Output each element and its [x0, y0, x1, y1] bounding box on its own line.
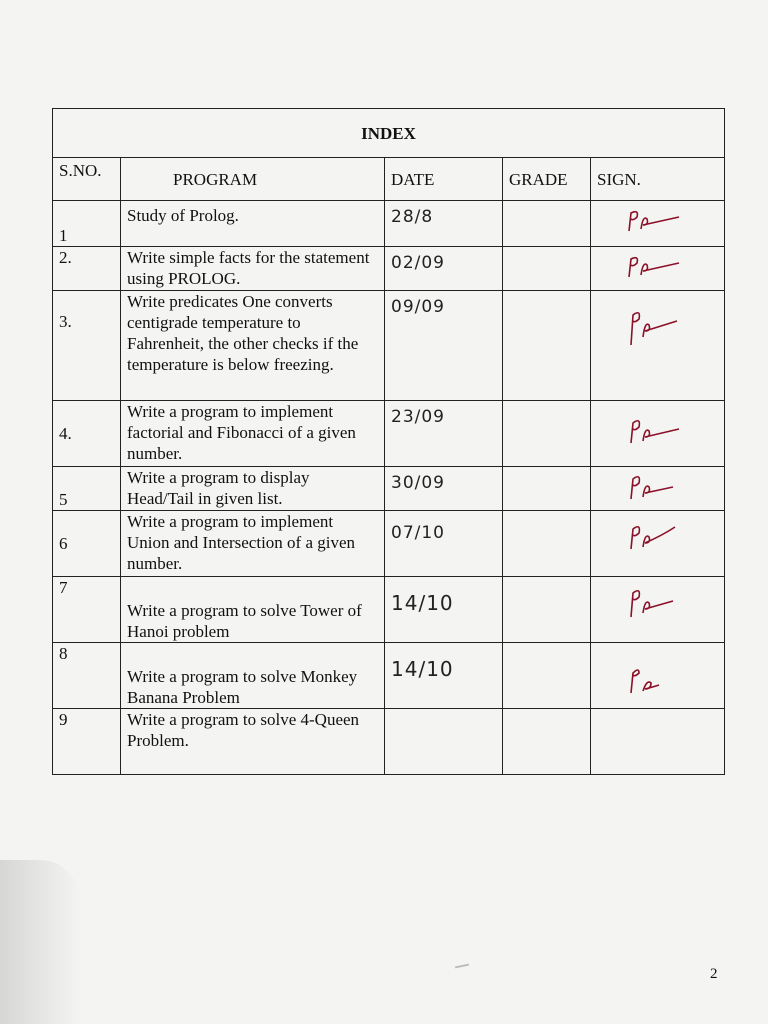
table-row — [53, 247, 725, 291]
row-sno: 7 — [53, 577, 121, 643]
row-signature — [591, 643, 725, 709]
table-row — [53, 201, 725, 247]
row-date: 07/10 — [385, 511, 503, 577]
row-program: Write a program to implement Union and Intersection of a given number. — [121, 511, 385, 577]
row-sno: 3. — [53, 291, 121, 401]
pen-mark — [455, 964, 469, 969]
row-program: Write a program to implement factorial and Fibonacci of a given number. — [121, 401, 385, 467]
signature-icon — [623, 207, 681, 233]
row-grade — [503, 511, 591, 577]
table-row — [53, 401, 725, 467]
row-date: 28/8 — [385, 201, 503, 247]
row-grade — [503, 467, 591, 511]
row-date: 09/09 — [385, 291, 503, 401]
row-date — [385, 709, 503, 775]
row-sno: 9 — [53, 709, 121, 775]
row-signature — [591, 577, 725, 643]
table-row — [53, 291, 725, 401]
row-signature — [591, 511, 725, 577]
row-grade — [503, 709, 591, 775]
row-date: 14/10 — [385, 577, 503, 643]
table-row — [53, 577, 725, 643]
row-date: 30/09 — [385, 467, 503, 511]
row-signature — [591, 467, 725, 511]
row-sno: 4. — [53, 401, 121, 467]
table-row — [53, 709, 725, 775]
index-table — [52, 108, 725, 775]
col-header-grade: GRADE — [503, 158, 591, 201]
page-shadow — [0, 860, 80, 1024]
table-row — [53, 511, 725, 577]
row-date: 23/09 — [385, 401, 503, 467]
row-signature — [591, 401, 725, 467]
row-date: 02/09 — [385, 247, 503, 291]
signature-icon — [623, 585, 681, 619]
row-sno: 2. — [53, 247, 121, 291]
col-header-sno: S.NO. — [53, 158, 121, 201]
row-grade — [503, 247, 591, 291]
row-grade — [503, 401, 591, 467]
signature-icon — [623, 415, 681, 445]
header-row — [53, 158, 725, 201]
col-header-date: DATE — [385, 158, 503, 201]
signature-icon — [623, 307, 681, 347]
row-grade — [503, 577, 591, 643]
signature-icon — [623, 473, 681, 501]
row-program: Write predicates One converts centigrade temperature to Fahrenheit, the other checks if the temperature is below freezing. — [121, 291, 385, 401]
row-grade — [503, 643, 591, 709]
row-program: Write a program to solve Tower of Hanoi problem — [121, 577, 385, 643]
row-program: Write a program to display Head/Tail in given list. — [121, 467, 385, 511]
row-sno: 6 — [53, 511, 121, 577]
row-sno: 8 — [53, 643, 121, 709]
row-program: Write a program to solve Monkey Banana Problem — [121, 643, 385, 709]
index-title: INDEX — [53, 109, 725, 158]
col-header-program: PROGRAM — [121, 158, 385, 201]
row-sno: 5 — [53, 467, 121, 511]
row-date: 14/10 — [385, 643, 503, 709]
row-program: Study of Prolog. — [121, 201, 385, 247]
row-signature-empty — [591, 709, 725, 775]
signature-icon — [623, 521, 681, 551]
row-sno: 1 — [53, 201, 121, 247]
signature-icon — [623, 663, 681, 697]
table-row — [53, 467, 725, 511]
row-program: Write simple facts for the statement using PROLOG. — [121, 247, 385, 291]
row-program: Write a program to solve 4-Queen Problem. — [121, 709, 385, 775]
page-number: 2 — [710, 966, 718, 982]
row-signature — [591, 201, 725, 247]
row-grade — [503, 201, 591, 247]
table-row — [53, 643, 725, 709]
row-signature — [591, 291, 725, 401]
row-signature — [591, 247, 725, 291]
row-grade — [503, 291, 591, 401]
col-header-sign: SIGN. — [591, 158, 725, 201]
signature-icon — [623, 253, 681, 279]
